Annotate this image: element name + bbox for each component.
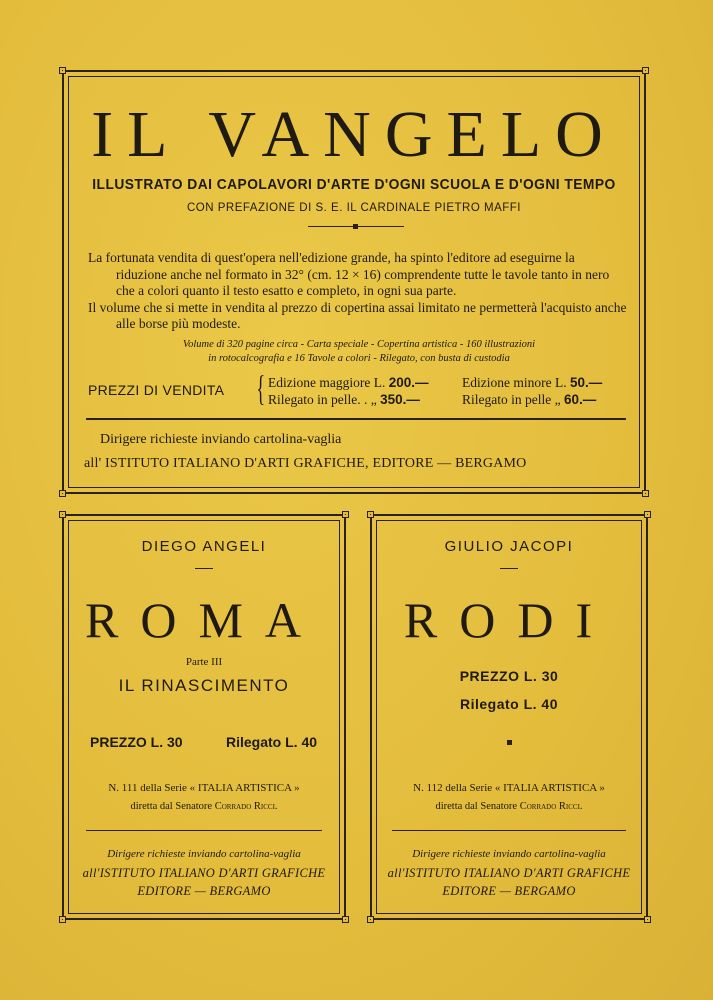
book-title: RODI	[403, 592, 615, 648]
series-info: N. 111 della Serie « ITALIA ARTISTICA »	[108, 782, 300, 794]
director-name: Corrado Ricci.	[214, 801, 278, 812]
ornamental-dash	[195, 568, 213, 569]
frame-corner-ornament	[59, 511, 66, 518]
price-label: Edizione maggiore L.	[268, 375, 386, 390]
price-value: 50.—	[569, 375, 603, 390]
order-instructions: Dirigere richieste inviando cartolina-vaglia	[412, 848, 606, 860]
publisher-city: EDITORE — BERGAMO	[442, 884, 576, 898]
brace-glyph: {	[256, 368, 265, 408]
price-minor-edition	[462, 375, 602, 391]
ornament-dot	[353, 224, 358, 229]
frame-corner-ornament	[59, 490, 66, 497]
price-value: 200.—	[388, 375, 429, 390]
book-subtitle: IL RINASCIMENTO	[118, 676, 290, 695]
price-label: Rilegato in pelle. . „	[268, 392, 377, 407]
vangelo-specs	[104, 338, 614, 366]
frame-corner-ornament	[59, 67, 66, 74]
price-label: Rilegato in pelle „	[462, 392, 561, 407]
price: PREZZO L. 30	[90, 734, 183, 750]
series-director	[372, 801, 646, 812]
publisher-name: all'ISTITUTO ITALIANO D'ARTI GRAFICHE	[387, 866, 631, 880]
rodi-advertisement	[370, 514, 648, 920]
frame-corner-ornament	[342, 511, 349, 518]
book-title: ROMA	[84, 592, 324, 648]
book-part: Parte III	[185, 656, 223, 668]
price-major-edition	[268, 375, 429, 391]
frame-corner-ornament	[367, 916, 374, 923]
price: PREZZO L. 30	[459, 668, 559, 684]
description-paragraph: La fortunata vendita di quest'opera nell'edizione grande, ha spinto l'editore ad eseguirne la riduzione anche nel formato in 32° (cm. 12 × 16) comprendente tutte le tavole tanto in nero che a colori quanto il testo esatto e completo, in ogni sua parte.	[88, 250, 610, 298]
prices-label: PREZZI DI VENDITA	[88, 382, 225, 398]
series-info: N. 112 della Serie « ITALIA ARTISTICA »	[413, 782, 605, 794]
order-instructions: Dirigere richieste inviando cartolina-vaglia	[107, 848, 301, 860]
series-director	[64, 801, 344, 812]
frame-corner-ornament	[642, 490, 649, 497]
price-minor-leather	[462, 392, 596, 408]
specs-line: in rotocalcografia e 16 Tavole a colori - Rilegato, con busta di custodia	[208, 353, 510, 364]
bound-price: Rilegato L. 40	[226, 734, 318, 750]
vangelo-preface: CON PREFAZIONE DI S. E. IL CARDINALE PIETRO MAFFI	[187, 202, 521, 214]
author-name: DIEGO ANGELI	[141, 538, 267, 555]
vangelo-title: IL VANGELO	[91, 98, 617, 171]
price-label: Edizione minore L.	[462, 375, 567, 390]
section-rule	[392, 830, 626, 831]
frame-corner-ornament	[644, 511, 651, 518]
director-prefix: diretta dal Senatore	[130, 801, 213, 812]
publisher-city: EDITORE — BERGAMO	[137, 884, 271, 898]
description-paragraph: Il volume che si mette in vendita al prezzo di copertina assai limitato ne permetterà l'acquisto anche alle borse più modeste.	[88, 299, 627, 331]
director-name: Corrado Ricci.	[519, 801, 583, 812]
frame-corner-ornament	[367, 511, 374, 518]
vangelo-subtitle: ILLUSTRATO DAI CAPOLAVORI D'ARTE D'OGNI SCUOLA E D'OGNI TEMPO	[92, 176, 616, 193]
ornamental-dash	[500, 568, 518, 569]
publisher-address: all' ISTITUTO ITALIANO D'ARTI GRAFICHE, EDITORE — BERGAMO	[84, 456, 527, 471]
author-name: GIULIO JACOPI	[444, 538, 574, 555]
roma-advertisement	[62, 514, 346, 920]
frame-corner-ornament	[342, 916, 349, 923]
price-value: 350.—	[380, 392, 420, 407]
frame-corner-ornament	[642, 67, 649, 74]
vangelo-advertisement	[62, 70, 646, 494]
price-value: 60.—	[563, 392, 597, 407]
section-rule	[86, 418, 626, 420]
specs-line: Volume di 320 pagine circa - Carta speciale - Copertina artistica - 160 illustrazioni	[182, 339, 536, 350]
director-prefix: diretta dal Senatore	[435, 801, 518, 812]
frame-corner-ornament	[59, 916, 66, 923]
price-major-leather	[268, 392, 420, 408]
order-instructions: Dirigere richieste inviando cartolina-vaglia	[100, 432, 342, 447]
vangelo-description	[88, 250, 628, 333]
ornament-dot	[507, 740, 512, 745]
section-rule	[86, 830, 322, 831]
publisher-name: all'ISTITUTO ITALIANO D'ARTI GRAFICHE	[82, 866, 326, 880]
frame-corner-ornament	[644, 916, 651, 923]
bound-price: Rilegato L. 40	[459, 696, 559, 712]
